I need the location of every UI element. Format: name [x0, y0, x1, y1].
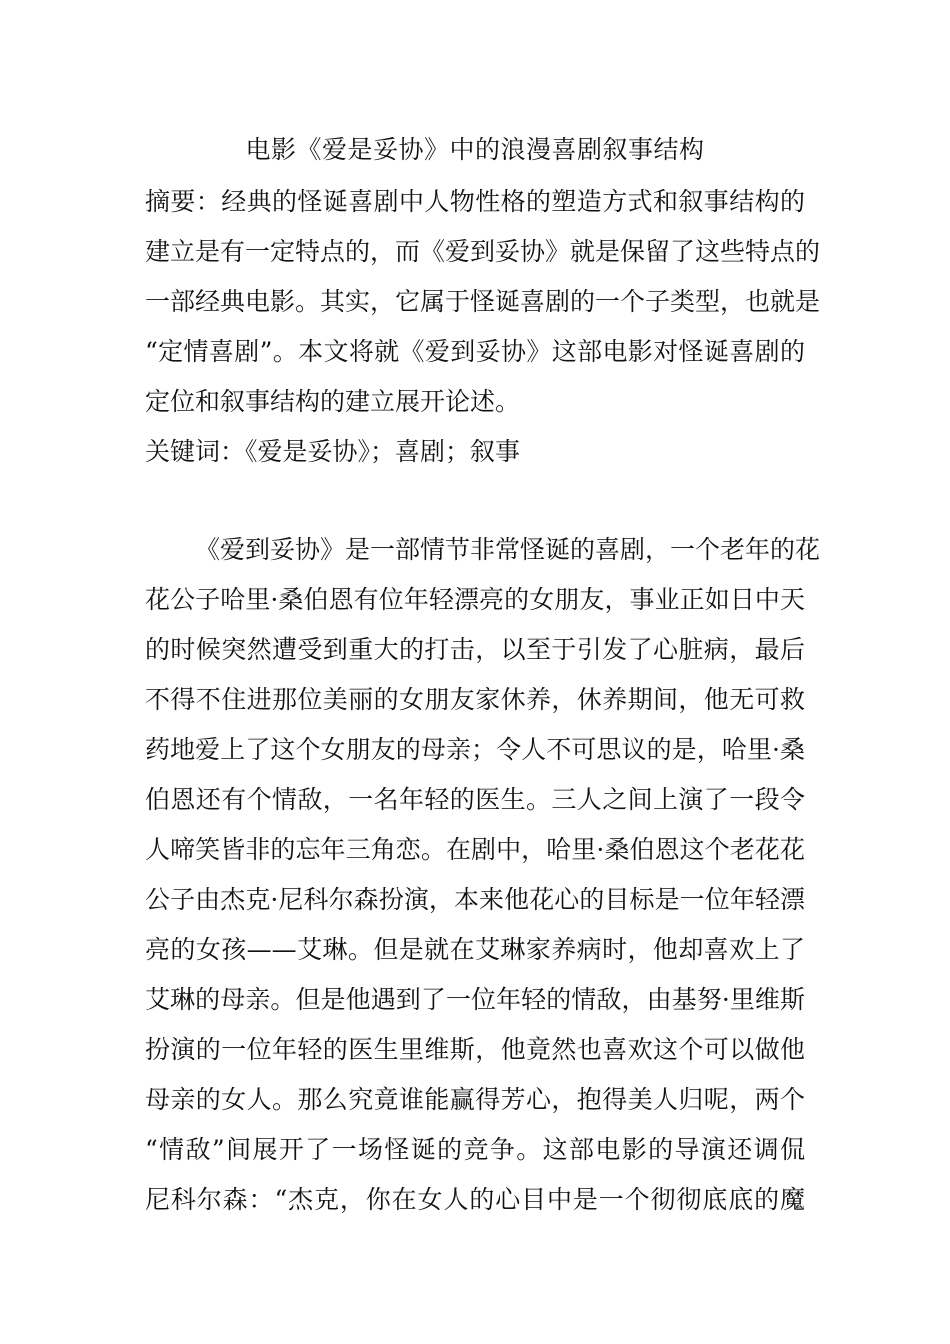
- abstract-line: “定情喜剧”。本文将就《爱到妥协》这部电影对怪诞喜剧的: [145, 337, 805, 366]
- body-line: 艾琳的母亲。但是他遇到了一位年轻的情敌，由基努·里维斯: [145, 985, 805, 1014]
- body-line: 扮演的一位年轻的医生里维斯，他竟然也喜欢这个可以做他: [145, 1035, 805, 1064]
- body-line: 人啼笑皆非的忘年三角恋。在剧中，哈里·桑伯恩这个老花花: [145, 835, 805, 864]
- body-line: 公子由杰克·尼科尔森扮演，本来他花心的目标是一位年轻漂: [145, 885, 805, 914]
- abstract-line: 摘要：经典的怪诞喜剧中人物性格的塑造方式和叙事结构的: [145, 187, 805, 216]
- body-line: 亮的女孩——艾琳。但是就在艾琳家养病时，他却喜欢上了: [145, 935, 805, 964]
- abstract-line: 定位和叙事结构的建立展开论述。: [145, 387, 521, 416]
- body-line: 花公子哈里·桑伯恩有位年轻漂亮的女朋友，事业正如日中天: [145, 585, 805, 614]
- body-line: “情敌”间展开了一场怪诞的竞争。这部电影的导演还调侃: [145, 1135, 805, 1164]
- document-title: 电影《爱是妥协》中的浪漫喜剧叙事结构: [245, 135, 705, 164]
- abstract-line: 一部经典电影。其实，它属于怪诞喜剧的一个子类型，也就是: [145, 287, 821, 316]
- body-line: 药地爱上了这个女朋友的母亲；令人不可思议的是，哈里·桑: [145, 735, 805, 764]
- body-line: 伯恩还有个情敌，一名年轻的医生。三人之间上演了一段令: [145, 785, 805, 814]
- body-line: 不得不住进那位美丽的女朋友家休养，休养期间，他无可救: [145, 685, 805, 714]
- body-line: 的时候突然遭受到重大的打击，以至于引发了心脏病，最后: [145, 635, 805, 664]
- body-line: 《爱到妥协》是一部情节非常怪诞的喜剧，一个老年的花: [195, 535, 821, 564]
- keywords-line: 关键词：《爱是妥协》；喜剧；叙事: [145, 437, 521, 466]
- body-line: 母亲的女人。那么究竟谁能赢得芳心，抱得美人归呢，两个: [145, 1085, 805, 1114]
- body-line: 尼科尔森：“杰克，你在女人的心目中是一个彻彻底底的魔: [145, 1185, 805, 1214]
- abstract-line: 建立是有一定特点的，而《爱到妥协》就是保留了这些特点的: [145, 237, 821, 266]
